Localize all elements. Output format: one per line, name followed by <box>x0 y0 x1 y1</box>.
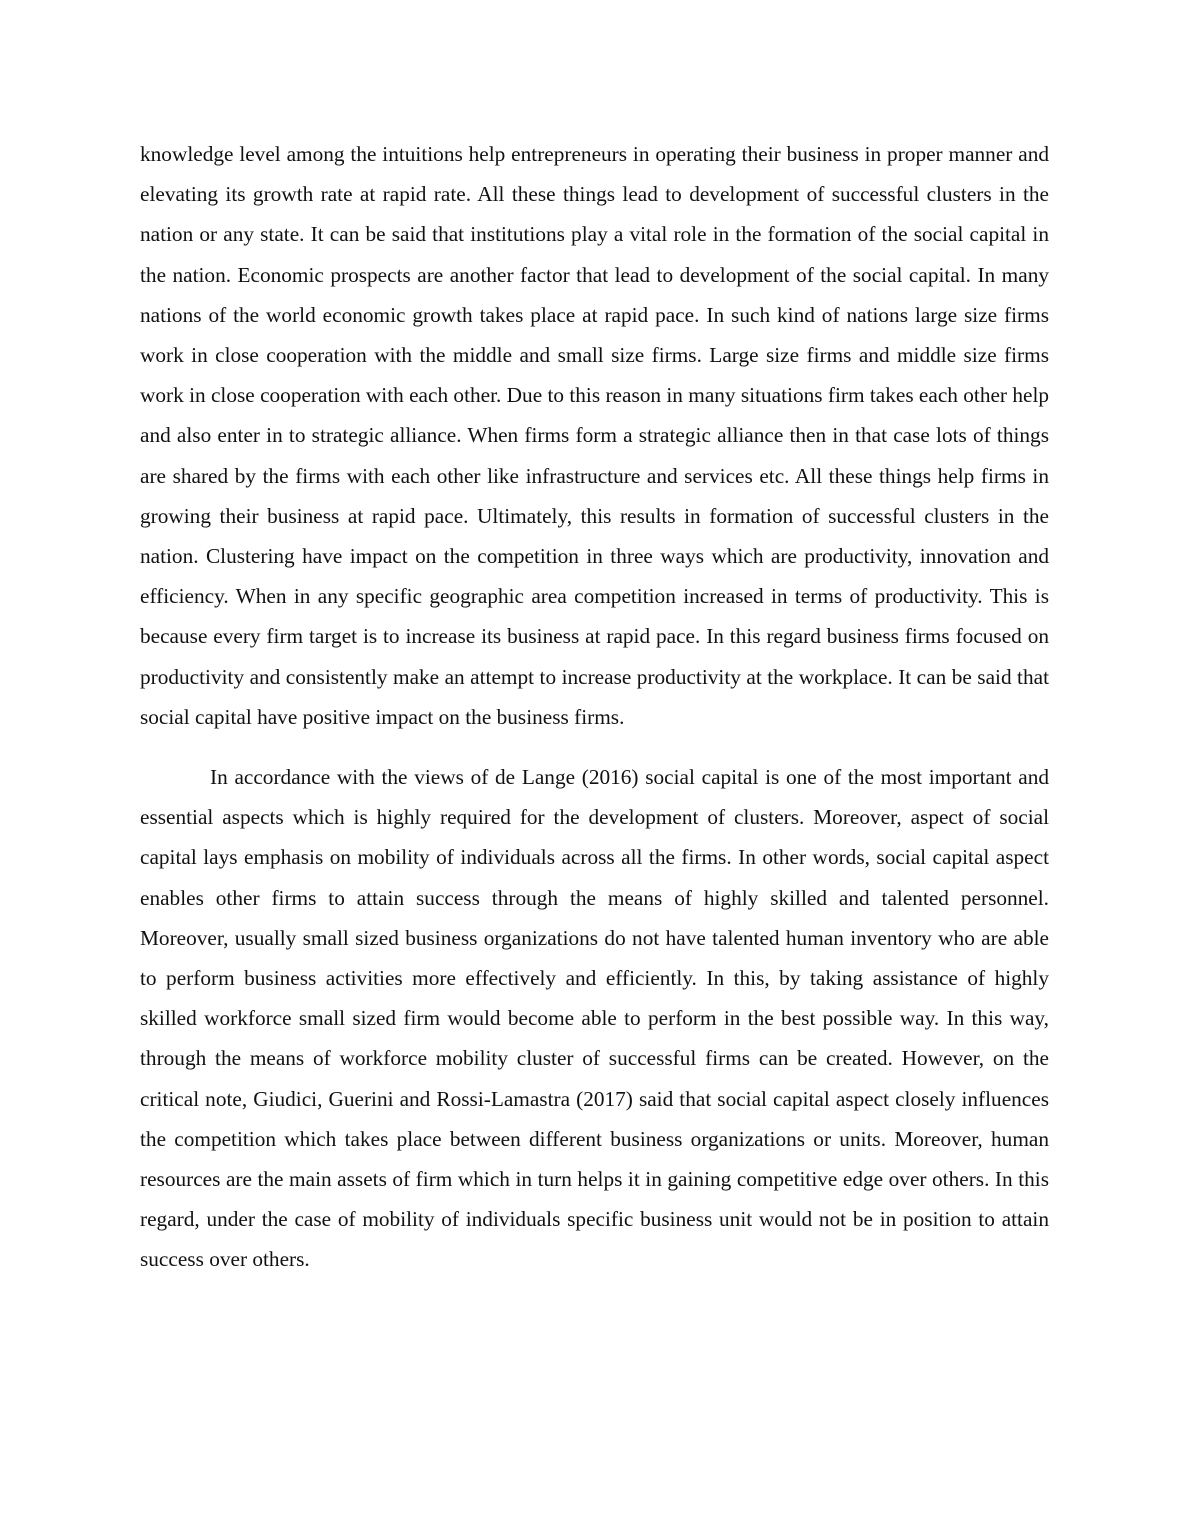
paragraph-de-lange: In accordance with the views of de Lange (2016) social capital is one of the most important and essential aspects which is highly required for the development of clusters. Moreover, aspect of social capital lays emphasis on mobility of individuals across all the firms. In other words, social capital aspect enables other firms to attain success through the means of highly skilled and talented personnel. Moreover, usually small sized business organizations do not have talented human inventory who are able to perform business activities more effectively and efficiently. In this, by taking assistance of highly skilled workforce small sized firm would become able to perform in the best possible way. In this way, through the means of workforce mobility cluster of successful firms can be created. However, on the critical note, Giudici, Guerini and Rossi-Lamastra (2017) said that social capital aspect closely influences the competition which takes place between different business organizations or units. Moreover, human resources are the main assets of firm which in turn helps it in gaining competitive edge over others. In this regard, under the case of mobility of individuals specific business unit would not be in position to attain success over others. <box>140 765 1049 1272</box>
document-body <box>140 134 1049 1280</box>
paragraph-continuation: knowledge level among the intuitions help entrepreneurs in operating their business in proper manner and elevating its growth rate at rapid rate. All these things lead to development of successful clusters in the nation or any state. It can be said that institutions play a vital role in the formation of the social capital in the nation. Economic prospects are another factor that lead to development of the social capital. In many nations of the world economic growth takes place at rapid pace. In such kind of nations large size firms work in close cooperation with the middle and small size firms. Large size firms and middle size firms work in close cooperation with each other. Due to this reason in many situations firm takes each other help and also enter in to strategic alliance. When firms form a strategic alliance then in that case lots of things are shared by the firms with each other like infrastructure and services etc. All these things help firms in growing their business at rapid pace. Ultimately, this results in formation of successful clusters in the nation. Clustering have impact on the competition in three ways which are productivity, innovation and efficiency. When in any specific geographic area competition increased in terms of productivity. This is because every firm target is to increase its business at rapid pace. In this regard business firms focused on productivity and consistently make an attempt to increase productivity at the workplace. It can be said that social capital have positive impact on the business firms. <box>140 142 1050 729</box>
